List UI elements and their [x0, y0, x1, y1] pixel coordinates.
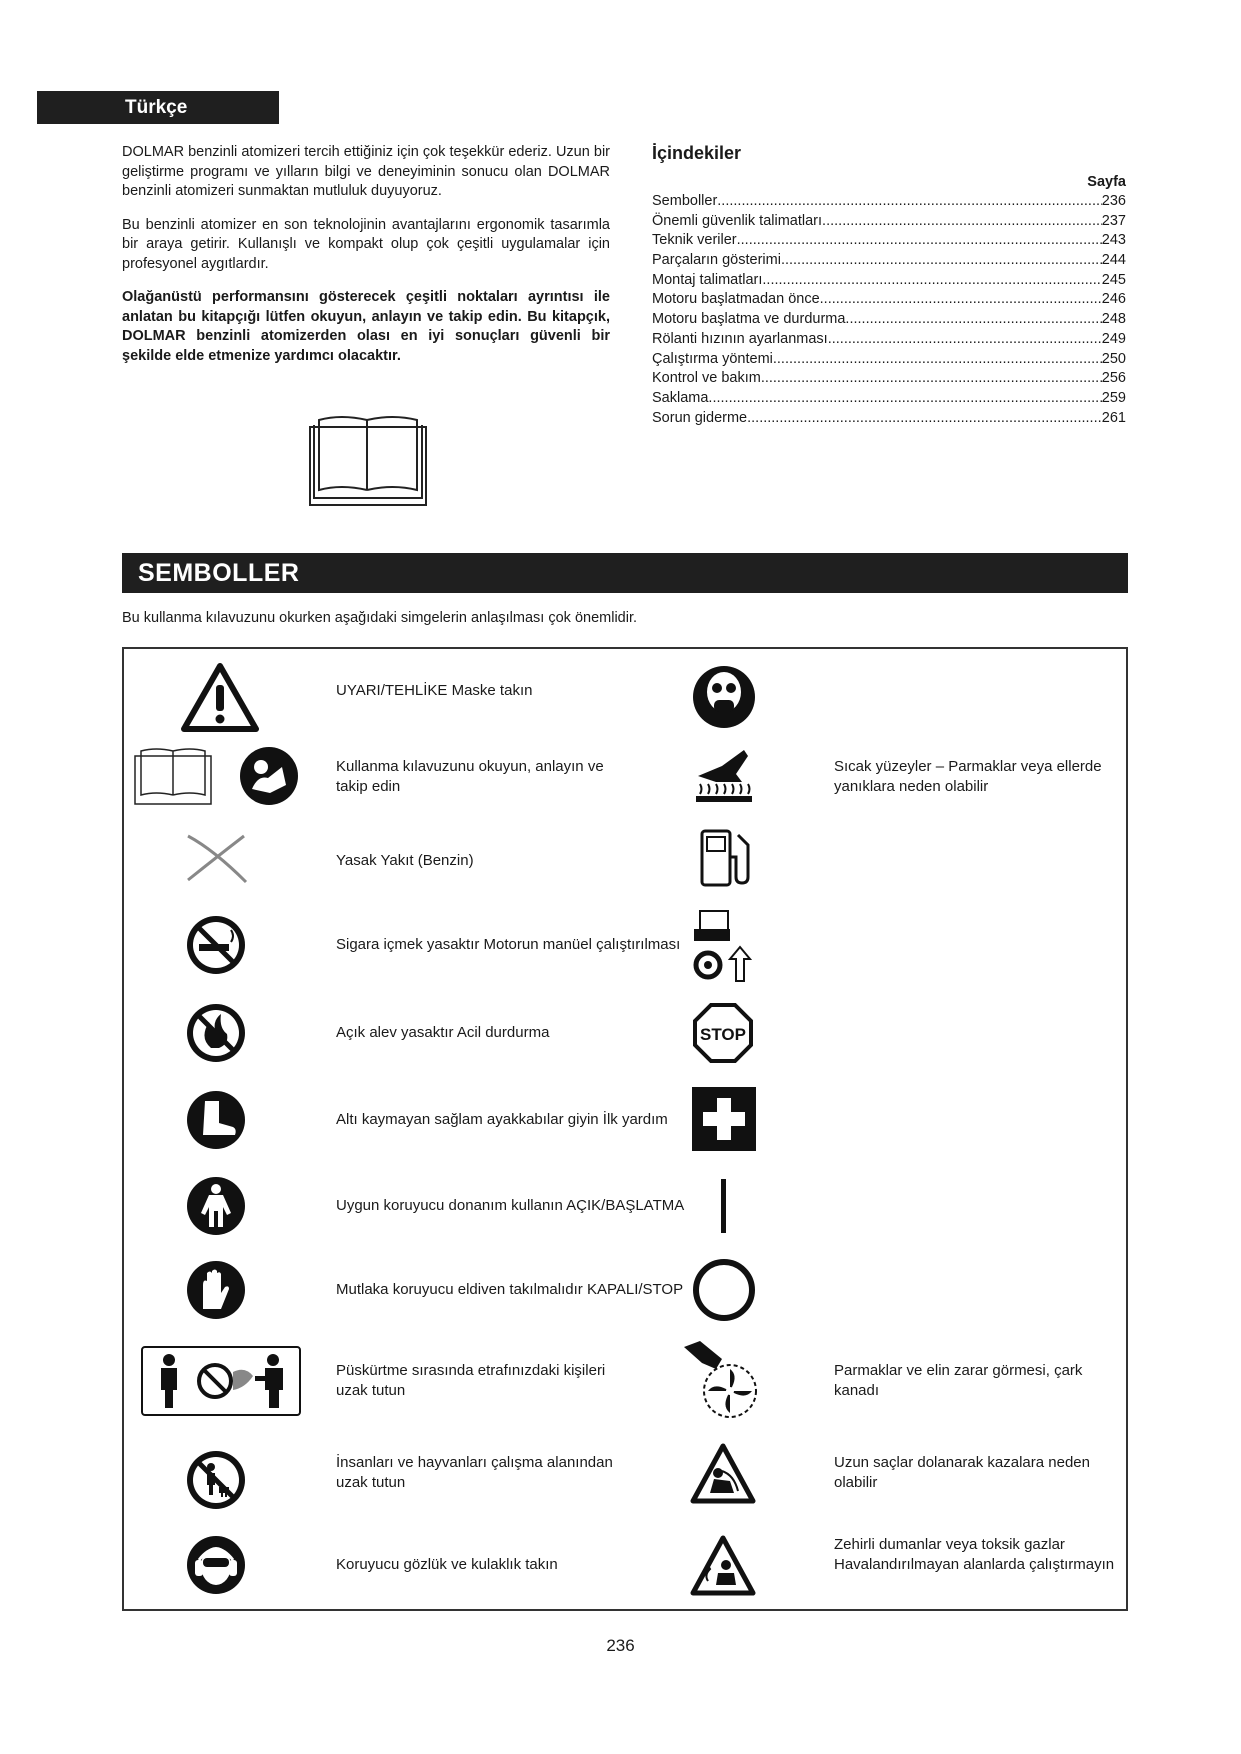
long-hair-warning-icon [690, 1443, 756, 1505]
toc-item [652, 331, 1126, 351]
toc-leader-dots [828, 331, 1102, 347]
toc-item [652, 272, 1126, 292]
intro-paragraph-3: Olağanüstü performansını gösterecek çeşitli noktaları ayrıntısı ile anlatan bu kitapçığı lütfen okuyun, anlayın ve takip edin. Bu kitapçık, DOLMAR benzinli atomizerden olası en iyi sonuçları güvenli bir şekilde elde etmenize yardımcı olacaktır. [122, 289, 610, 364]
hot-surface-icon [692, 746, 756, 806]
on-start-icon [719, 1177, 729, 1235]
symbol-text-long-hair: Uzun saçlar dolanarak kazalara neden olabilir [834, 1454, 1090, 1491]
symbol-text-read-manual: Kullanma kılavuzunu okuyun, anlayın ve takip edin [336, 758, 604, 795]
toc-item-page: 243 [1101, 232, 1126, 249]
toc-item-page: 244 [1101, 252, 1126, 269]
intro-paragraph-1: DOLMAR benzinli atomizeri tercih ettiğiniz için çok teşekkür ederiz. Uzun bir geliştirme programı ve yılların bilgi ve deneyiminin sonucu olan DOLMAR benzinli atomizeri sunmaktan mutluluk duyuyoruz. [122, 144, 610, 199]
toc-item-label: Önemli güvenlik talimatları [652, 212, 823, 229]
symbols-table [122, 647, 1128, 1611]
symbol-text-people-animals: İnsanları ve hayvanları çalışma alanından uzak tutun [336, 1454, 613, 1491]
toc-leader-dots [761, 370, 1102, 386]
stop-sign-icon [692, 1002, 754, 1064]
toc-leader-dots [717, 193, 1102, 209]
symbol-text-fuel: Yasak Yakıt (Benzin) [336, 852, 474, 869]
toc-item-label: Teknik veriler [652, 232, 737, 249]
toc-item-page: 256 [1101, 370, 1126, 387]
read-manual-icon [238, 745, 300, 807]
toc-leader-dots [737, 232, 1102, 248]
warning-triangle-icon [181, 663, 259, 733]
toc-item-page: 245 [1101, 271, 1126, 288]
symbol-text-gloves: Mutlaka koruyucu eldiven takılmalıdır KAPALI/STOP [336, 1281, 684, 1298]
toc-item-page: 246 [1101, 291, 1126, 308]
toc-item-label: Parçaların gösterimi [652, 252, 781, 269]
off-stop-icon [691, 1257, 757, 1323]
open-book-icon [309, 414, 427, 506]
toc-leader-dots [820, 291, 1102, 307]
symbol-text-warning: UYARI/TEHLİKE Maske takın [336, 682, 533, 699]
intro-text [122, 143, 610, 380]
toc-item-page: 250 [1101, 350, 1126, 367]
toc-item-label: Motoru başlatmadan önce [652, 291, 820, 308]
toc-item-label: Motoru başlatma ve durdurma [652, 311, 846, 328]
toc-item-page: 248 [1101, 311, 1126, 328]
toc-item-page: 259 [1101, 389, 1126, 406]
toc-item-page: 237 [1101, 212, 1126, 229]
toc-item [652, 390, 1126, 410]
fuel-pump-icon [698, 827, 752, 889]
toc-item-page: 249 [1101, 330, 1126, 347]
toc-item [652, 252, 1126, 272]
page-number: 236 [606, 1636, 635, 1655]
keep-people-animals-away-icon [185, 1449, 247, 1511]
symbol-text-fan-blade: Parmaklar ve elin zarar görmesi, çark kanadı [834, 1362, 1083, 1399]
toc-leader-dots [747, 410, 1102, 426]
safety-boots-icon [185, 1089, 247, 1151]
toc-leader-dots [762, 272, 1101, 288]
toc-title: İçindekiler [652, 143, 742, 163]
symbol-text-bystanders: Püskürtme sırasında etrafınızdaki kişileri uzak tutun [336, 1362, 606, 1399]
protective-clothing-icon [185, 1175, 247, 1237]
first-aid-icon [691, 1086, 757, 1152]
toc-item-page: 236 [1101, 193, 1126, 209]
toc-leader-dots [822, 213, 1102, 229]
language-tab: Türkçe [37, 91, 279, 124]
toc-item [652, 311, 1126, 331]
manual-start-icon [690, 907, 752, 983]
toc-item-label: Sorun giderme [652, 409, 748, 426]
no-open-flame-icon [185, 1002, 247, 1064]
toc-leader-dots [708, 390, 1101, 406]
symbol-text-goggles: Koruyucu gözlük ve kulaklık takın [336, 1556, 558, 1573]
symbol-text-toxic-fumes: Zehirli dumanlar veya toksik gazlar Havalandırılmayan alanlarda çalıştırmayın [834, 1536, 1115, 1573]
mask-icon [691, 664, 757, 730]
toc-item [652, 193, 1126, 213]
symbol-text-clothing: Uygun koruyucu donanım kullanın AÇIK/BAŞLATMA [336, 1197, 685, 1214]
symbol-text-no-smoking: Sigara içmek yasaktır Motorun manüel çalıştırılması [336, 936, 681, 953]
toc-leader-dots [773, 351, 1102, 367]
toc-item [652, 291, 1126, 311]
toc-item [652, 370, 1126, 390]
toc-item [652, 351, 1126, 371]
toxic-fumes-warning-icon [690, 1535, 756, 1597]
toc-item [652, 213, 1126, 233]
toc-item-label: Kontrol ve bakım [652, 370, 761, 387]
prohibited-fuel-cross-icon [184, 830, 250, 886]
fan-blade-hand-icon [680, 1339, 762, 1421]
protective-gloves-icon [185, 1259, 247, 1321]
section-intro: Bu kullanma kılavuzunu okurken aşağıdaki simgelerin anlaşılması çok önemlidir. [122, 610, 638, 626]
keep-bystanders-away-icon [141, 1346, 301, 1416]
stop-sign-text: STOP [700, 1025, 746, 1044]
toc-item [652, 232, 1126, 252]
symbol-text-no-flame: Açık alev yasaktır Acil durdurma [336, 1024, 550, 1041]
toc-leader-dots [781, 252, 1102, 268]
no-smoking-icon [185, 914, 247, 976]
toc-item-label: Montaj talimatları [652, 271, 763, 288]
toc-item [652, 410, 1126, 430]
toc-item-page: 261 [1101, 409, 1126, 426]
toc-page-header: Sayfa [1087, 174, 1126, 190]
goggles-ear-protection-icon [185, 1534, 247, 1596]
intro-paragraph-2: Bu benzinli atomizer en son teknolojinin avantajlarını ergonomik tasarımla bir araya getirir. Kullanışlı ve kompakt olup çok çeşitli uygulamalar için profesyonel aygıtlardır. [122, 216, 610, 272]
toc-leader-dots [845, 311, 1101, 327]
table-of-contents [652, 143, 1126, 429]
toc-item-label: Rölanti hızının ayarlanması [652, 330, 828, 347]
symbol-text-hot-surface: Sıcak yüzeyler – Parmaklar veya ellerde yanıklara neden olabilir [834, 758, 1102, 795]
open-book-small-icon [134, 747, 212, 805]
symbol-text-boots: Altı kaymayan sağlam ayakkabılar giyin İlk yardım [336, 1111, 668, 1128]
toc-item-label: Çalıştırma yöntemi [652, 350, 773, 367]
section-title: SEMBOLLER [122, 553, 1128, 593]
toc-item-label: Semboller [652, 193, 718, 209]
toc-item-label: Saklama [652, 389, 709, 406]
